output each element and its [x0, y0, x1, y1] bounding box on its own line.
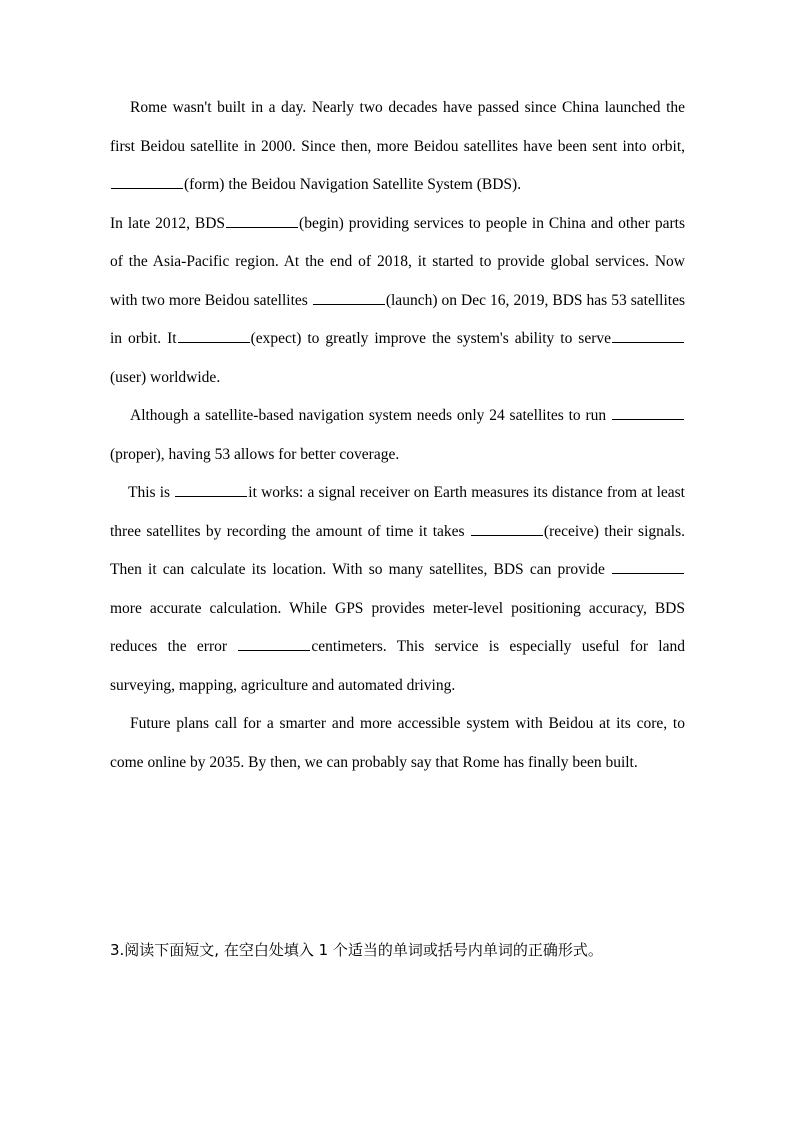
blank-7[interactable] [175, 482, 247, 497]
paragraph-text: (expect) to greatly improve the system's ability to serve [250, 330, 611, 347]
blank-5[interactable] [612, 328, 684, 343]
blank-6[interactable] [612, 405, 684, 420]
paragraph-5 [110, 705, 685, 782]
paragraph-3 [110, 397, 685, 474]
blank-2[interactable] [226, 213, 298, 228]
paragraph-text: centimeters. This service is especially useful for land surveying, mapping, agriculture and automated driving. [110, 638, 685, 694]
paragraph-text: it works: a signal receiver on Earth measures its distance from at least three satellites by recording the amount of time it takes [110, 484, 685, 540]
blank-4[interactable] [178, 328, 250, 343]
paragraph-4 [110, 474, 685, 705]
cloze-passage [110, 89, 685, 782]
paragraph-text: Future plans call for a smarter and more accessible system with Beidou at its core, to come online by 2035. By then, we can probably say that Rome has finally been built. [110, 715, 685, 771]
paragraph-text: (form) the Beidou Navigation Satellite System (BDS). [184, 176, 522, 193]
blank-10[interactable] [238, 636, 310, 651]
paragraph-text: (begin) providing services to people in China and other parts of the Asia-Pacific region. At the end of 2018, it started to provide global services. Now with two more Beidou satellites [110, 214, 686, 309]
paragraph-text: (user) worldwide. [110, 368, 221, 386]
paragraph-1 [110, 89, 685, 205]
paragraph-2 [110, 205, 685, 398]
paragraph-text: This is [128, 484, 175, 501]
paragraph-text: Rome wasn't built in a day. Nearly two decades have passed since China launched the first Beidou satellite in 2000. Since then, more Beidou satellites have been sent into orbit, [110, 99, 685, 155]
paragraph-text: more accurate calculation. While GPS provides meter-level positioning accuracy, BDS reduces the error [110, 599, 685, 655]
question-heading: 3.阅读下面短文, 在空白处填入 1 个适当的单词或括号内单词的正确形式。 [110, 941, 603, 959]
paragraph-text: (receive) their signals. Then it can calculate its location. With so many satellites, BDS can provide [110, 522, 685, 578]
blank-1[interactable] [111, 174, 183, 189]
paragraph-text: In late 2012, BDS [110, 214, 226, 232]
paragraph-text: Although a satellite-based navigation system needs only 24 satellites to run [130, 407, 611, 424]
blank-3[interactable] [313, 290, 385, 305]
blank-9[interactable] [612, 559, 684, 574]
blank-8[interactable] [471, 521, 543, 536]
paragraph-text: (proper), having 53 allows for better coverage. [110, 445, 400, 463]
paragraph-text: (launch) on Dec 16, 2019, BDS has 53 satellites in orbit. It [110, 291, 686, 347]
